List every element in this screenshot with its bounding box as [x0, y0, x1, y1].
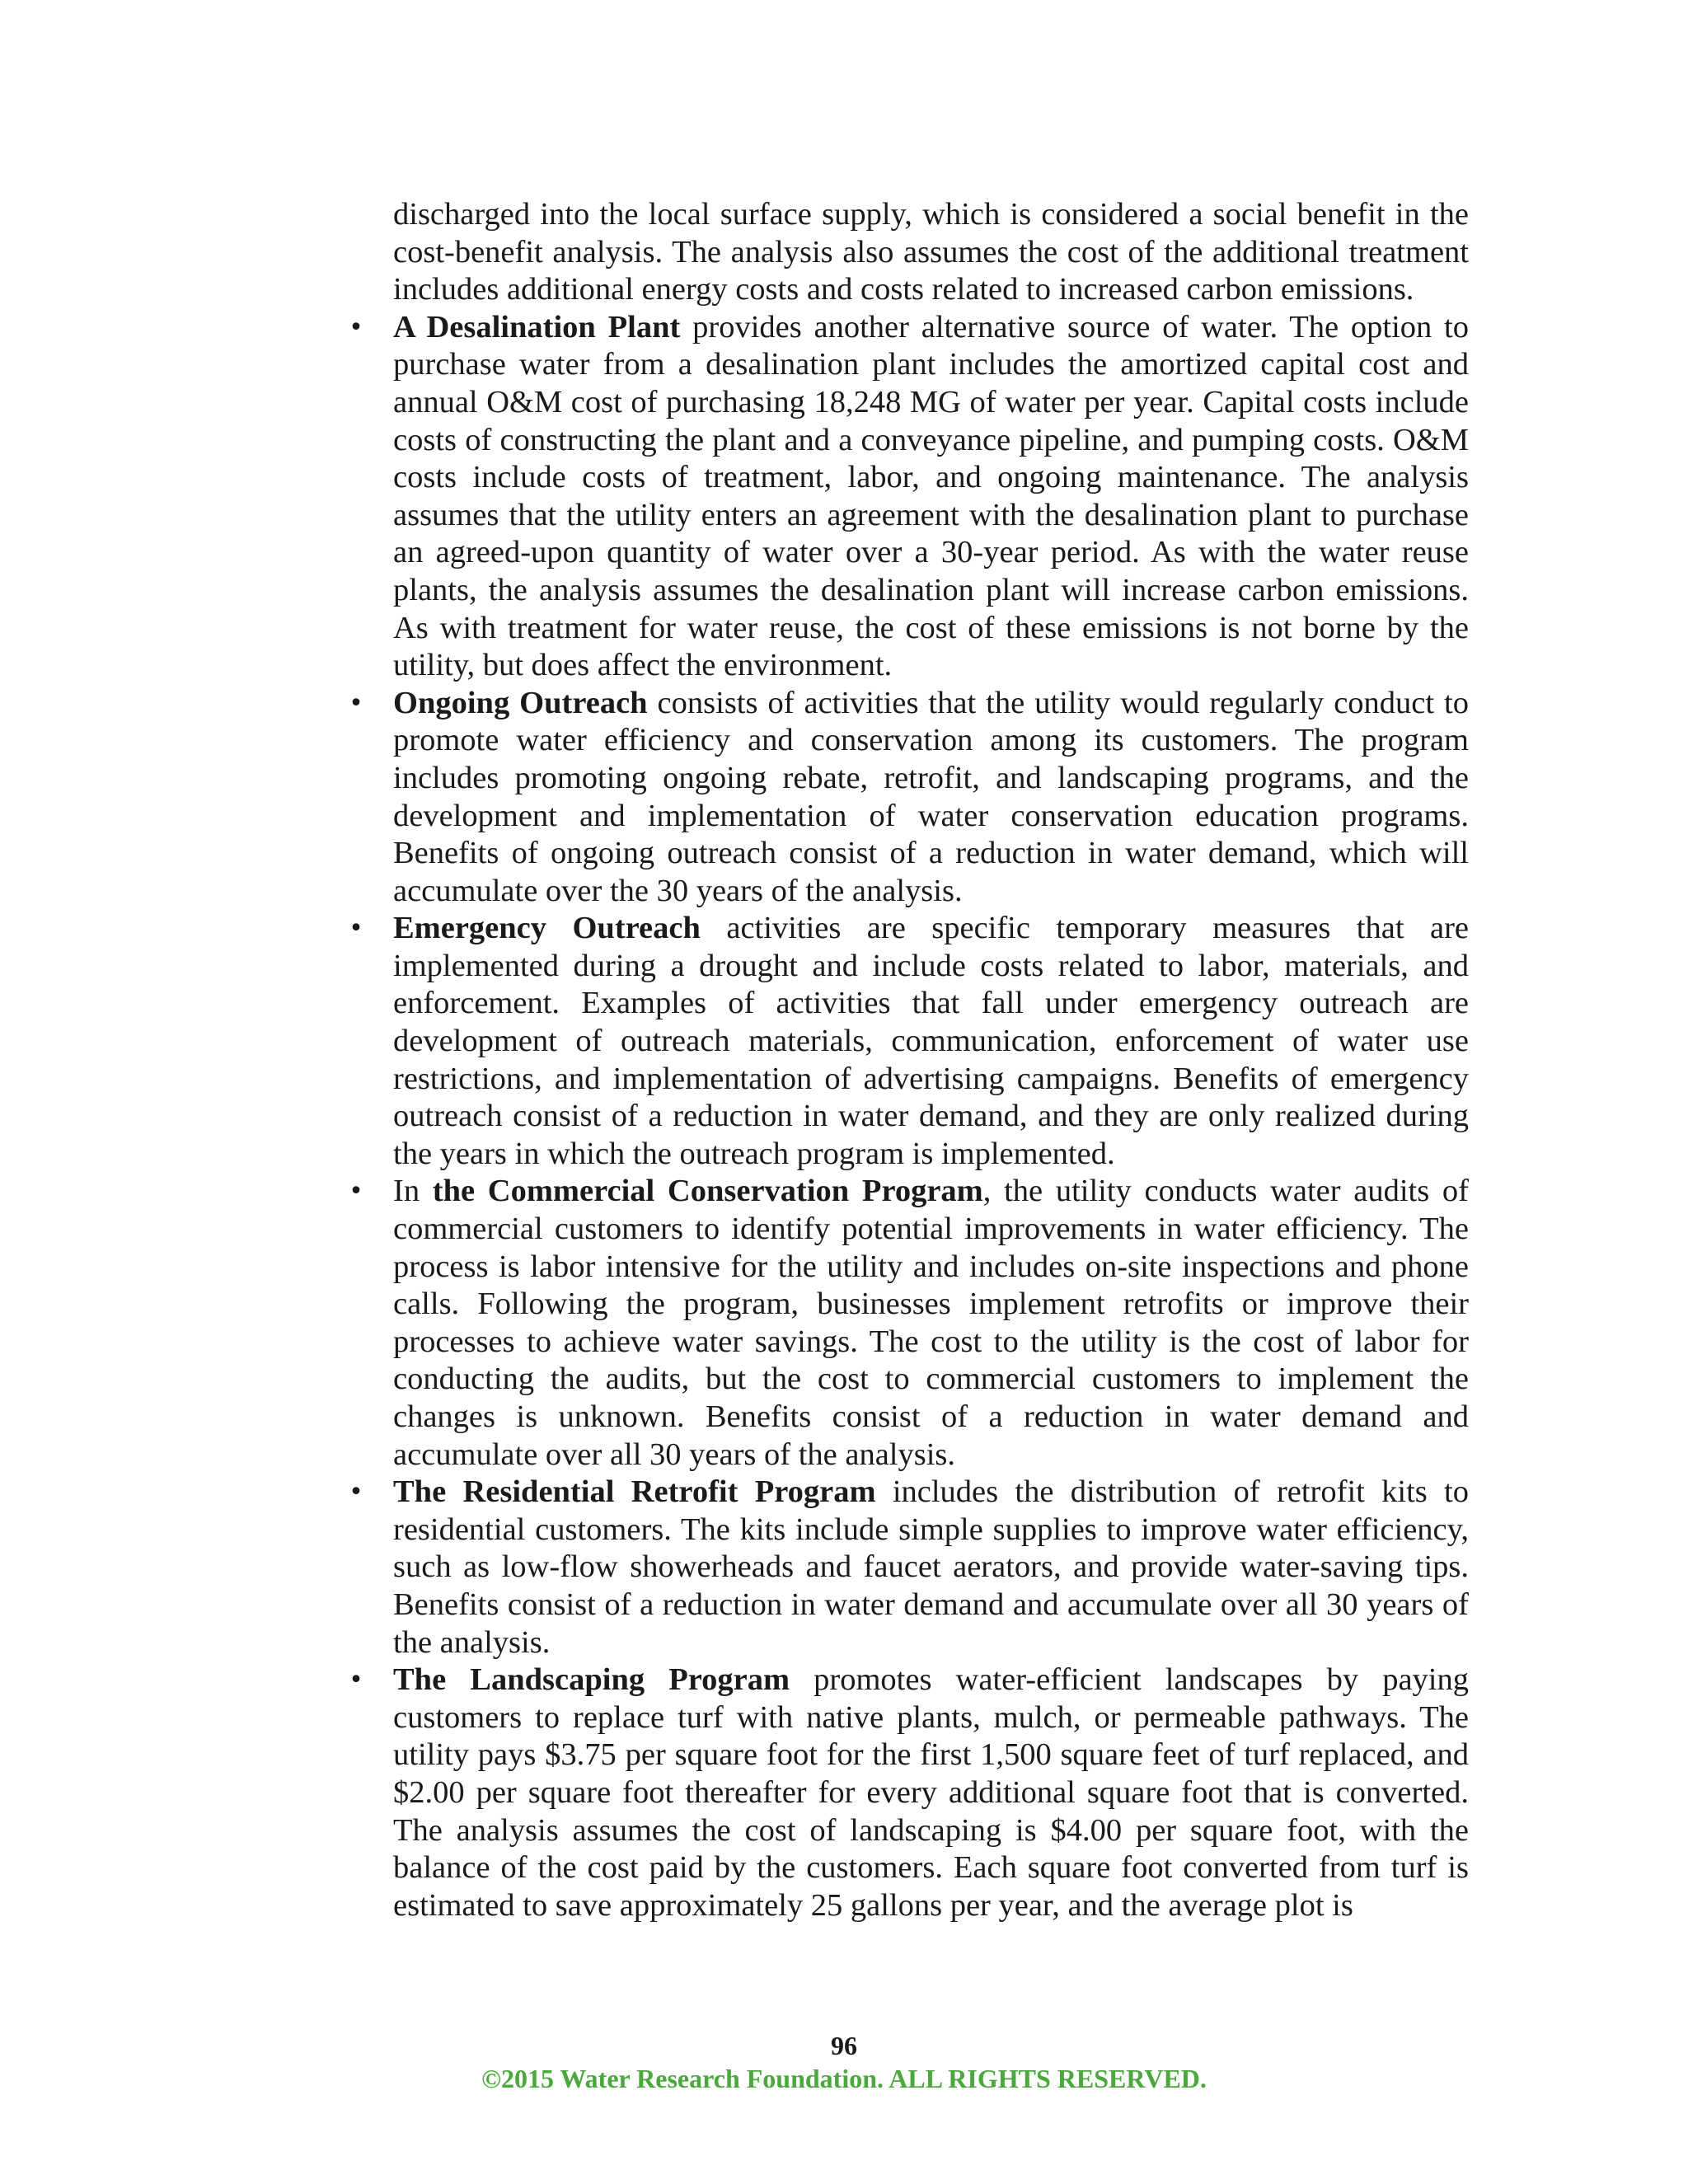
- bullet-icon: •: [349, 1478, 363, 1507]
- bullet-icon: •: [349, 914, 363, 944]
- bullet-lead-term: A Desalination Plant: [393, 309, 681, 344]
- page-number: 96: [831, 2031, 857, 2060]
- bullet-description: includes the distribution of retrofit kits to residential customers. The kits include simple supplies to improve water efficiency, such as low-flow showerheads and faucet aerators, and provide water-saving tips. Benefits consist of a reduction in water demand and accumulate over all 30 years of the analysis.: [393, 1474, 1470, 1660]
- continuation-paragraph: discharged into the local surface supply, which is considered a social benefit in the cost-benefit analysis. The analysis also assumes the cost of the additional treatment includes additional energy costs and costs related to increased carbon emissions.: [393, 197, 1469, 307]
- bullet-icon: •: [349, 688, 363, 718]
- bullet-lead-term: the Commercial Conservation Program: [432, 1174, 983, 1209]
- bullet-description: consists of activities that the utility would regularly conduct to promote water efficiency and conservation among its customers. The program includes promoting ongoing rebate, retrofit, and landscaping programs, and the development and implementation of water conservation education programs. Benefits of ongoing outreach consist of a reduction in water demand, which will accumulate over the 30 years of the analysis.: [393, 685, 1469, 908]
- bullet-emergency-outreach: [349, 910, 1469, 1173]
- bullet-lead-term: The Landscaping Program: [393, 1662, 790, 1698]
- copyright-notice: ©2015 Water Research Foundation. ALL RIGHTS RESERVED.: [481, 2064, 1207, 2093]
- bullet-lead-term: The Residential Retrofit Program: [393, 1474, 876, 1510]
- bullet-description: activities are specific temporary measures that are implemented during a drought and include costs related to labor, materials, and enforcement. Examples of activities that fall under emergency outreach are development of outreach materials, communication, enforcement of water use restrictions, and implementation of advertising campaigns. Benefits of emergency outreach consist of a reduction in water demand, and they are only realized during the years in which the outreach program is implemented.: [393, 911, 1469, 1171]
- bullet-icon: •: [349, 1666, 363, 1695]
- bullet-residential-retrofit: [349, 1474, 1470, 1661]
- program-bullet-list: [349, 309, 1470, 1925]
- body-text: [349, 196, 1470, 1924]
- bullet-description: , the utility conducts water audits of commercial customers to identify potential improvements in water efficiency. The process is labor intensive for the utility and includes on-site inspections and phone calls. Following the program, businesses implement retrofits or improve their processes to achieve water savings. The cost to the utility is the cost of labor for conducting the audits, but the cost to commercial customers to implement the changes is unknown. Benefits consist of a reduction in water demand and accumulate over all 30 years of the analysis.: [393, 1174, 1469, 1472]
- bullet-ongoing-outreach: [349, 685, 1469, 911]
- bullet-description: promotes water-efficient landscapes by paying customers to replace turf with native plants, mulch, or permeable pathways. The utility pays $3.75 per square foot for the first 1,500 square feet of turf replaced, and $2.00 per square foot thereafter for every additional square foot that is converted. The analysis assumes the cost of landscaping is $4.00 per square foot, with the balance of the cost paid by the customers. Each square foot converted from turf is estimated to save approximately 25 gallons per year, and the average plot is: [393, 1662, 1470, 1923]
- bullet-landscaping-program: [349, 1661, 1470, 1924]
- bullet-lead-term: Emergency Outreach: [393, 911, 701, 946]
- bullet-commercial-conservation: [349, 1173, 1469, 1474]
- bullet-desalination-plant: [349, 309, 1470, 685]
- bullet-prefix: In: [393, 1174, 433, 1209]
- bullet-description: provides another alternative source of water. The option to purchase water from a desalination plant includes the amortized capital cost and annual O&M cost of purchasing 18,248 MG of water per year. Capital costs include costs of constructing the plant and a conveyance pipeline, and pumping costs. O&M costs include costs of treatment, labor, and ongoing maintenance. The analysis assumes that the utility enters an agreement with the desalination plant to purchase an agreed-upon quantity of water over a 30-year period. As with the water reuse plants, the analysis assumes the desalination plant will increase carbon emissions. As with treatment for water reuse, the cost of these emissions is not borne by the utility, but does affect the environment.: [393, 309, 1470, 683]
- bullet-icon: •: [349, 312, 363, 342]
- bullet-icon: •: [349, 1177, 363, 1207]
- bullet-lead-term: Ongoing Outreach: [393, 685, 648, 720]
